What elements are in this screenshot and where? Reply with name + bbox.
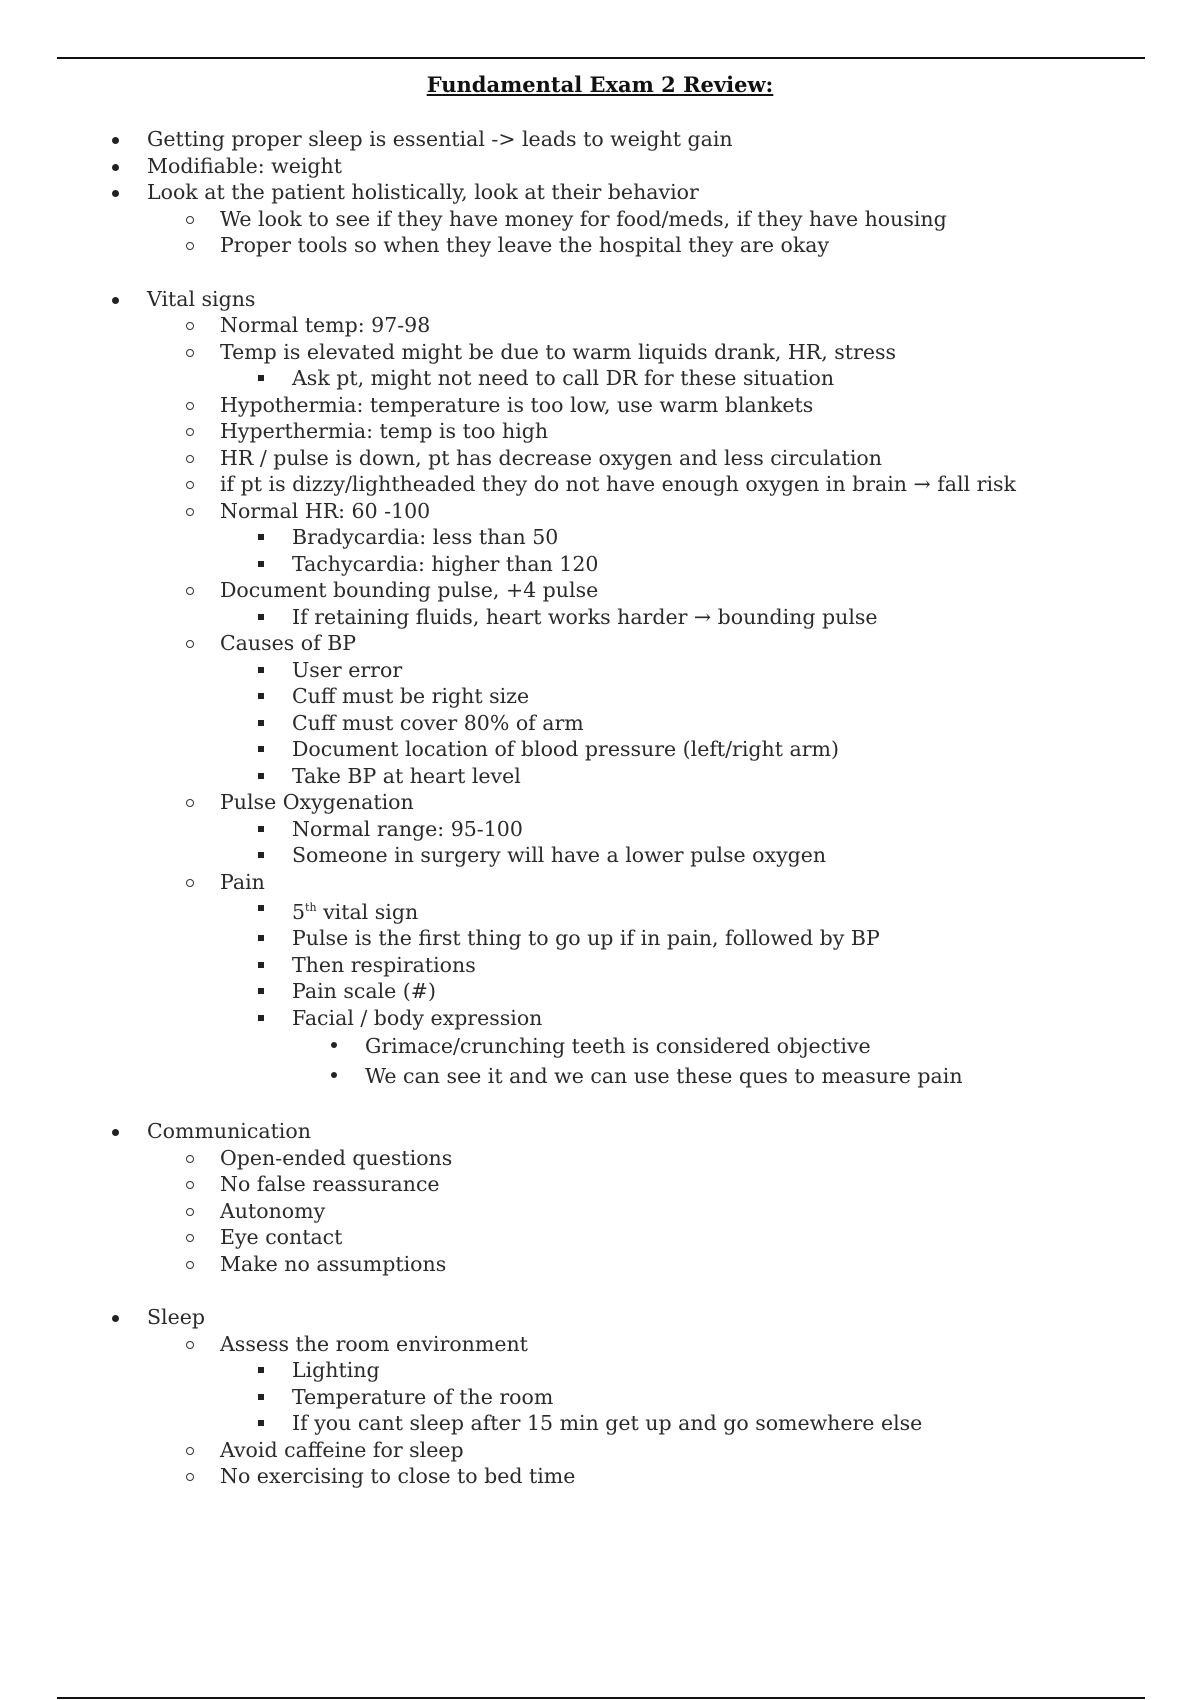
list-item: Facial / body expression Grimace/crunching teeth is considered objective We can see it and we can use these ques to measure pain: [0, 1005, 1200, 1092]
list-item: Temperature of the room: [0, 1384, 1200, 1411]
list-item: We look to see if they have money for food/meds, if they have housing: [0, 206, 1200, 233]
list-item: Take BP at heart level: [0, 763, 1200, 790]
list-item: Cuff must be right size: [0, 683, 1200, 710]
sub-list: [0, 312, 1200, 1091]
list-item: User error: [0, 657, 1200, 684]
list-item: Causes of BP User error Cuff must be right size Cuff must cover 80% of arm Document location of blood pressure (left/right arm) Take BP at heart level: [0, 630, 1200, 789]
main-list: [0, 126, 1200, 1490]
sub-sub-list: [0, 1357, 1200, 1437]
sub-list: [0, 1331, 1200, 1490]
list-item: Document bounding pulse, +4 pulse If retaining fluids, heart works harder → bounding pulse: [0, 577, 1200, 630]
list-item: Ask pt, might not need to call DR for these situation: [0, 365, 1200, 392]
list-item: Eye contact: [0, 1224, 1200, 1251]
list-item: Avoid caffeine for sleep: [0, 1437, 1200, 1464]
list-item: if pt is dizzy/lightheaded they do not have enough oxygen in brain → fall risk: [0, 471, 1200, 498]
sub-sub-list: [0, 604, 1200, 631]
list-item: Assess the room environment Lighting Temperature of the room If you cant sleep after 15 min get up and go somewhere else: [0, 1331, 1200, 1437]
list-item: Pain scale (#): [0, 978, 1200, 1005]
sub-sub-sub-list: [0, 1031, 1200, 1091]
list-item: Someone in surgery will have a lower pulse oxygen: [0, 842, 1200, 869]
document-title: Fundamental Exam 2 Review:: [426, 72, 774, 97]
list-item: Getting proper sleep is essential -> leads to weight gain: [0, 126, 1200, 153]
list-item: Tachycardia: higher than 120: [0, 551, 1200, 578]
sub-sub-list: [0, 524, 1200, 577]
list-item: Autonomy: [0, 1198, 1200, 1225]
list-item: No false reassurance: [0, 1171, 1200, 1198]
sub-list: [0, 1145, 1200, 1278]
list-item: Temp is elevated might be due to warm liquids drank, HR, stress Ask pt, might not need to call DR for these situation: [0, 339, 1200, 392]
sub-list: [0, 206, 1200, 259]
sub-sub-list: [0, 657, 1200, 790]
header-rule: [57, 57, 1145, 59]
list-item: Pulse is the first thing to go up if in pain, followed by BP: [0, 925, 1200, 952]
list-item: Then respirations: [0, 952, 1200, 979]
list-item: Lighting: [0, 1357, 1200, 1384]
list-item: Hypothermia: temperature is too low, use warm blankets: [0, 392, 1200, 419]
footer-rule: [57, 1697, 1145, 1699]
list-item: Pain 5th vital sign Pulse is the first thing to go up if in pain, followed by BP Then respirations Pain scale (#) Facial / body expression Grimace/crunching teeth is considered objective We can see it and we can use these ques to measure pain: [0, 869, 1200, 1092]
list-item: Normal HR: 60 -100 Bradycardia: less than 50 Tachycardia: higher than 120: [0, 498, 1200, 578]
list-item: We can see it and we can use these ques to measure pain: [0, 1061, 1200, 1091]
list-item: Document location of blood pressure (left/right arm): [0, 736, 1200, 763]
list-item: 5th vital sign: [0, 895, 1200, 925]
sub-sub-list: [0, 816, 1200, 869]
list-item: Cuff must cover 80% of arm: [0, 710, 1200, 737]
section-communication: Communication Open-ended questions No false reassurance Autonomy Eye contact Make no assumptions: [0, 1118, 1200, 1277]
list-item: Proper tools so when they leave the hospital they are okay: [0, 232, 1200, 259]
list-item: Normal temp: 97-98: [0, 312, 1200, 339]
list-item: If you cant sleep after 15 min get up and go somewhere else: [0, 1410, 1200, 1437]
list-item: Normal range: 95-100: [0, 816, 1200, 843]
list-item: Grimace/crunching teeth is considered objective: [0, 1031, 1200, 1061]
list-item: Pulse Oxygenation Normal range: 95-100 Someone in surgery will have a lower pulse oxygen: [0, 789, 1200, 869]
section-sleep: Sleep Assess the room environment Lighting Temperature of the room If you cant sleep after 15 min get up and go somewhere else Avoid caffeine for sleep No exercising to close to bed time: [0, 1304, 1200, 1490]
list-item: Modifiable: weight: [0, 153, 1200, 180]
list-item: No exercising to close to bed time: [0, 1463, 1200, 1490]
section-vital-signs: Vital signs Normal temp: 97-98 Temp is elevated might be due to warm liquids drank, HR, stress Ask pt, might not need to call DR for these situation Hypothermia: temperature is too low, use warm blankets Hyperthermia: temp is too high HR / pulse is down, pt has decrease oxygen and less circulation if pt is dizzy/lightheaded they do not have enough oxygen in brain → fall risk Normal HR: 60 -100 Bradycardia: less than 50 Tachycardia: higher than 120 Document bounding pulse, +4 pulse If retaining fluids, heart works harder → bounding pulse Causes of BP User error Cuff must be right size Cuff must cover 80% of arm Document location of blood pressure (left/right arm) Take BP at heart level Pulse Oxygenation Normal range: 95-100 Someone in surgery will have a lower pulse oxygen Pain 5th vital sign Pulse is the first thing to go up if in pain, followed by BP Then respirations Pain scale (#) Facial / body expression Grimace/crunching teeth is considered objective We can see it and we can use these ques to measure pain: [0, 286, 1200, 1092]
notes-body: [0, 126, 1200, 1490]
list-item: Make no assumptions: [0, 1251, 1200, 1278]
list-item: Look at the patient holistically, look at their behavior We look to see if they have money for food/meds, if they have housing Proper tools so when they leave the hospital they are okay: [0, 179, 1200, 259]
list-item: If retaining fluids, heart works harder → bounding pulse: [0, 604, 1200, 631]
list-item: Open-ended questions: [0, 1145, 1200, 1172]
list-item: Hyperthermia: temp is too high: [0, 418, 1200, 445]
list-item: Bradycardia: less than 50: [0, 524, 1200, 551]
list-item: HR / pulse is down, pt has decrease oxygen and less circulation: [0, 445, 1200, 472]
sub-sub-list: [0, 895, 1200, 1091]
sub-sub-list: [0, 365, 1200, 392]
